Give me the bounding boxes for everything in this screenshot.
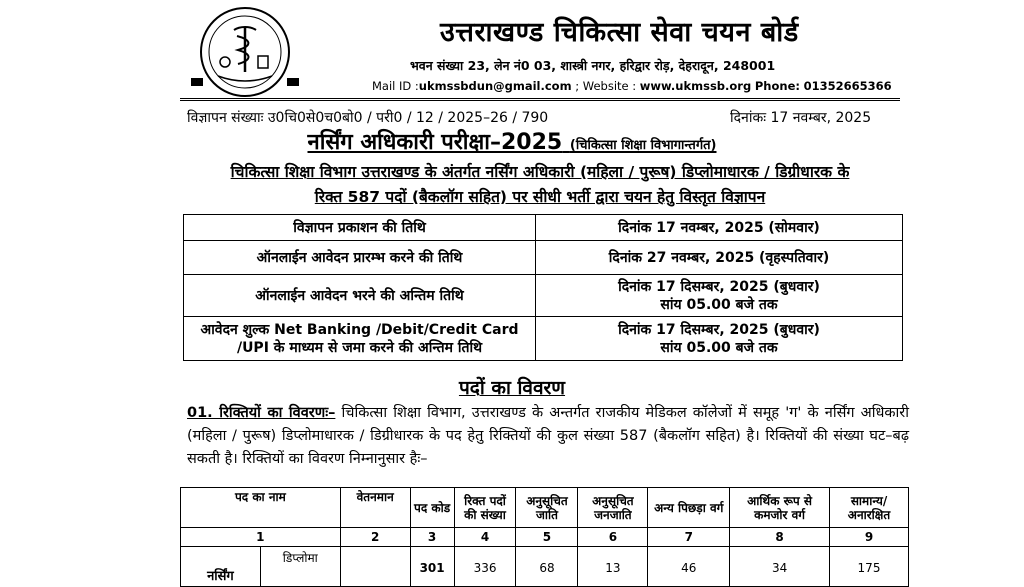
col-header: वेतनमान bbox=[340, 488, 410, 528]
col-number: 7 bbox=[648, 528, 730, 547]
table-header-row bbox=[181, 488, 909, 528]
date-value: दिनांक 17 दिसम्बर, 2025 (बुधवार) bbox=[618, 321, 820, 338]
col-number: 2 bbox=[340, 528, 410, 547]
board-address: भवन संख्या 23, लेन नं0 03, शास्त्री नगर, हरिद्वार रोड़, देहरादून, 248001 bbox=[410, 58, 776, 73]
col-number: 5 bbox=[516, 528, 578, 547]
table-row bbox=[184, 317, 903, 361]
st-vacancies: 13 bbox=[578, 547, 648, 587]
date-label: आवेदन शुल्क Net Banking /Debit/Credit Card bbox=[200, 321, 519, 338]
table-row bbox=[184, 241, 903, 275]
advertisement-date: दिनांकः 17 नवम्बर, 2025 bbox=[730, 110, 872, 126]
col-number: 4 bbox=[454, 528, 516, 547]
date-label: ऑनलाईन आवेदन भरने की अन्तिम तिथि bbox=[184, 275, 536, 317]
exam-title bbox=[0, 126, 1024, 156]
post-code: 301 bbox=[410, 547, 454, 587]
para-text: चिकित्सा शिक्षा विभाग, उत्तराखण्ड के अन्तर्गत राजकीय मेडिकल कॉलेजों में समूह 'ग' के नर्सिंग अधिकारी (महिला / पुरूष) डिप्लोमाधारक / डिग्रीधारक के पद हेतु रिक्तियों की कुल संख्या 587 (बैकलॉग सहित) है। रिक्तियों की संख्या घट–बढ़ सकती है। रिक्तियों का विवरण निम्नानुसार हैः– bbox=[187, 405, 909, 467]
vacancy-paragraph bbox=[187, 402, 909, 471]
date-value-cell bbox=[536, 275, 903, 317]
date-label-cell bbox=[184, 317, 536, 361]
col-number: 1 bbox=[181, 528, 341, 547]
description-line-2: रिक्त 587 पदों (बैकलॉग सहित) पर सीधी भर्ती द्वारा चयन हेतु विस्तृत विज्ञापन bbox=[314, 188, 766, 206]
board-name: उत्तराखण्ड चिकित्सा सेवा चयन बोर्ड bbox=[440, 17, 799, 48]
col-header: अनुसूचित जनजाति bbox=[578, 488, 648, 528]
table-row bbox=[184, 275, 903, 317]
exam-title-sub: (चिकित्सा शिक्षा विभागान्तर्गत) bbox=[569, 138, 717, 153]
col-header: सामान्य/ अनारक्षित bbox=[830, 488, 909, 528]
table-row bbox=[181, 547, 909, 587]
description-line-1: चिकित्सा शिक्षा विभाग उत्तराखण्ड के अंतर्गत नर्सिंग अधिकारी (महिला / पुरूष) डिप्लोमाधारक / डिग्रीधारक के bbox=[230, 163, 850, 181]
col-number: 3 bbox=[410, 528, 454, 547]
letterhead bbox=[0, 0, 1024, 100]
total-vacancies: 336 bbox=[454, 547, 516, 587]
col-header: अनुसूचित जाति bbox=[516, 488, 578, 528]
general-vacancies: 175 bbox=[830, 547, 909, 587]
col-header: अन्य पिछड़ा वर्ग bbox=[648, 488, 730, 528]
pay-scale bbox=[340, 547, 410, 587]
post-name: नर्सिंग bbox=[181, 547, 261, 587]
table-number-row bbox=[181, 528, 909, 547]
col-header: रिक्त पदों की संख्या bbox=[454, 488, 516, 528]
advertisement-number: विज्ञापन संख्याः उ0चि0से0च0बो0 / परी0 / 12 / 2025–26 / 790 bbox=[187, 110, 549, 126]
board-logo-icon bbox=[190, 6, 300, 98]
mail-label: Mail ID : bbox=[372, 79, 419, 93]
table-row bbox=[184, 215, 903, 241]
header-divider bbox=[180, 98, 900, 101]
contact-line bbox=[372, 79, 892, 93]
date-value: दिनांक 17 नवम्बर, 2025 (सोमवार) bbox=[536, 215, 903, 241]
col-number: 8 bbox=[730, 528, 830, 547]
phone-label: Phone: bbox=[754, 79, 800, 93]
col-header: पद का नाम bbox=[181, 488, 341, 528]
date-time: सांय 05.00 बजे तक bbox=[660, 339, 778, 356]
phone-number: 01352665366 bbox=[803, 79, 892, 93]
sc-vacancies: 68 bbox=[516, 547, 578, 587]
col-number: 9 bbox=[830, 528, 909, 547]
exam-title-main: नर्सिंग अधिकारी परीक्षा–2025 bbox=[307, 130, 563, 155]
date-value: दिनांक 27 नवम्बर, 2025 (वृहस्पतिवार) bbox=[536, 241, 903, 275]
col-header: पद कोड bbox=[410, 488, 454, 528]
date-label: ऑनलाईन आवेदन प्रारम्भ करने की तिथि bbox=[184, 241, 536, 275]
col-header: आर्थिक रूप से कमजोर वर्ग bbox=[730, 488, 830, 528]
website-label: ; Website : bbox=[575, 79, 637, 93]
vacancy-table bbox=[180, 487, 909, 587]
date-label-cont: /UPI के माध्यम से जमा करने की अन्तिम तिथि bbox=[236, 339, 483, 356]
important-dates-table bbox=[183, 214, 903, 361]
advertisement-description bbox=[180, 160, 900, 210]
para-lead: 01. रिक्तियों का विवरणः– bbox=[187, 405, 336, 421]
website-link: www.ukmssb.org bbox=[639, 79, 752, 93]
ews-vacancies: 34 bbox=[730, 547, 830, 587]
post-type: डिप्लोमा bbox=[260, 547, 340, 587]
obc-vacancies: 46 bbox=[648, 547, 730, 587]
date-time: सांय 05.00 बजे तक bbox=[660, 296, 778, 313]
col-number: 6 bbox=[578, 528, 648, 547]
mail-id: ukmssbdun@gmail.com bbox=[418, 79, 572, 93]
date-value: दिनांक 17 दिसम्बर, 2025 (बुधवार) bbox=[618, 278, 820, 295]
date-label: विज्ञापन प्रकाशन की तिथि bbox=[184, 215, 536, 241]
date-value-cell bbox=[536, 317, 903, 361]
section-title: पदों का विवरण bbox=[458, 377, 566, 399]
